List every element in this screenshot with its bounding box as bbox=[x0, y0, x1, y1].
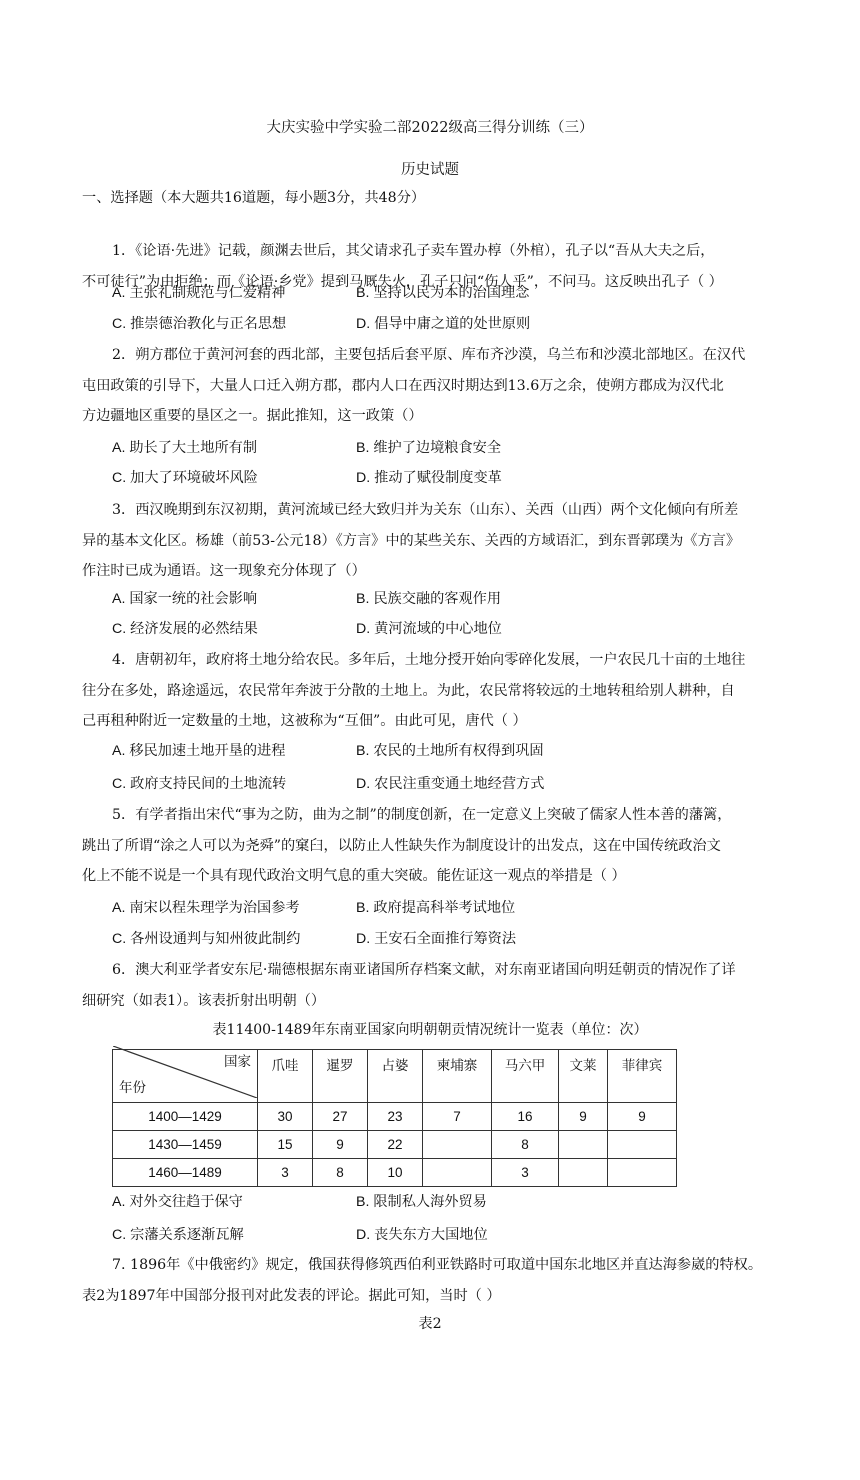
table-cell bbox=[423, 1131, 492, 1159]
q2-option-d[interactable]: D. 推动了赋役制度变革 bbox=[356, 470, 502, 486]
table-cell: 8 bbox=[313, 1159, 368, 1187]
q5-option-b[interactable]: B. 政府提高科举考试地位 bbox=[356, 900, 516, 916]
q3-option-b[interactable]: B. 民族交融的客观作用 bbox=[356, 591, 502, 607]
table-cell bbox=[608, 1159, 677, 1187]
corner-label-year: 年份 bbox=[119, 1080, 146, 1096]
question-line: 1．《论语·先进》记载，颜渊去世后，其父请求孔子卖车置办椁（外棺），孔子以“吾从大夫之后， bbox=[112, 243, 715, 259]
question-3-stem bbox=[82, 495, 782, 587]
question-line: 化上不能不说是一个具有现代政治文明气息的重大突破。能佐证这一观点的举措是（ ） bbox=[82, 868, 626, 884]
column-header: 菲律宾 bbox=[608, 1050, 677, 1103]
table-cell: 30 bbox=[258, 1103, 313, 1131]
q1-option-c[interactable]: C. 推崇德治教化与正名思想 bbox=[112, 316, 287, 332]
exam-title: 大庆实验中学实验二部2022级高三得分训练（三） bbox=[266, 120, 594, 136]
table-cell: 3 bbox=[258, 1159, 313, 1187]
table-cell: 16 bbox=[492, 1103, 559, 1131]
q1-option-d[interactable]: D. 倡导中庸之道的处世原则 bbox=[356, 316, 531, 332]
column-header: 马六甲 bbox=[492, 1050, 559, 1103]
q4-option-b[interactable]: B. 农民的土地所有权得到巩固 bbox=[356, 743, 544, 759]
question-6-stem bbox=[82, 955, 782, 1016]
table-cell: 3 bbox=[492, 1159, 559, 1187]
column-header: 爪哇 bbox=[258, 1050, 313, 1103]
question-2-stem bbox=[82, 340, 782, 432]
column-header: 文莱 bbox=[559, 1050, 608, 1103]
table-cell: 9 bbox=[313, 1131, 368, 1159]
question-line: 5．有学者指出宋代“事为之防，曲为之制”的制度创新，在一定意义上突破了儒家人性本善的藩篱， bbox=[112, 807, 732, 823]
q6-option-a[interactable]: A. 对外交往趋于保守 bbox=[112, 1194, 243, 1210]
q4-option-c[interactable]: C. 政府支持民间的土地流转 bbox=[112, 776, 287, 792]
q3-option-d[interactable]: D. 黄河流域的中心地位 bbox=[356, 621, 502, 637]
table-row bbox=[113, 1131, 677, 1159]
question-5-stem bbox=[82, 800, 782, 892]
table-cell: 22 bbox=[368, 1131, 423, 1159]
table-cell bbox=[559, 1131, 608, 1159]
q4-option-a[interactable]: A. 移民加速土地开垦的进程 bbox=[112, 743, 286, 759]
table-cell bbox=[559, 1159, 608, 1187]
table-row bbox=[113, 1159, 677, 1187]
table-corner-cell bbox=[113, 1050, 258, 1103]
question-line: 3．西汉晚期到东汉初期，黄河流域已经大致归并为关东（山东）、关西（山西）两个文化倾向有所差 bbox=[112, 502, 739, 518]
column-header: 柬埔寨 bbox=[423, 1050, 492, 1103]
table-cell: 23 bbox=[368, 1103, 423, 1131]
question-line: 4．唐朝初年，政府将土地分给农民。多年后，土地分授开始向零碎化发展，一户农民几十亩的土地往 bbox=[112, 652, 746, 668]
table-cell: 7 bbox=[423, 1103, 492, 1131]
question-line: 细研究（如表1）。该表折射出明朝（） bbox=[82, 992, 326, 1009]
table-cell: 10 bbox=[368, 1159, 423, 1187]
q6-option-b[interactable]: B. 限制私人海外贸易 bbox=[356, 1194, 487, 1210]
table-cell: 8 bbox=[492, 1131, 559, 1159]
question-line: 6．澳大利亚学者安东尼·瑞德根据东南亚诸国所存档案文献，对东南亚诸国向明廷朝贡的情况作了详 bbox=[112, 962, 736, 978]
question-7-stem bbox=[82, 1250, 782, 1311]
q5-option-a[interactable]: A. 南宋以程朱理学为治国参考 bbox=[112, 900, 300, 916]
period-cell: 1430—1459 bbox=[113, 1131, 258, 1159]
q1-option-a[interactable]: A. 主张礼制规范与仁爱精神 bbox=[112, 285, 286, 301]
q6-option-d[interactable]: D. 丧失东方大国地位 bbox=[356, 1227, 488, 1243]
period-cell: 1460—1489 bbox=[113, 1159, 258, 1187]
q2-option-b[interactable]: B. 维护了边境粮食安全 bbox=[356, 440, 502, 456]
tribute-table bbox=[112, 1049, 677, 1187]
question-line: 己再租种附近一定数量的土地，这被称为“互佃”。由此可见，唐代（ ） bbox=[82, 713, 527, 729]
question-line: 2．朔方郡位于黄河河套的西北部，主要包括后套平原、库布齐沙漠，乌兰布和沙漠北部地区。在汉代 bbox=[112, 347, 746, 363]
q2-option-c[interactable]: C. 加大了环境破坏风险 bbox=[112, 470, 258, 486]
question-line: 往分在多处，路途遥远，农民常年奔波于分散的土地上。为此，农民常将较远的土地转租给别人耕种，自 bbox=[82, 682, 735, 699]
question-line: 跳出了所谓“涂之人可以为尧舜”的窠臼，以防止人性缺失作为制度设计的出发点，这在中国传统政治文 bbox=[82, 837, 721, 854]
q4-option-d[interactable]: D. 农民注重变通土地经营方式 bbox=[356, 776, 545, 792]
table-1-caption: 表11400-1489年东南亚国家向明朝朝贡情况统计一览表（单位：次） bbox=[212, 1022, 648, 1038]
q3-option-a[interactable]: A. 国家一统的社会影响 bbox=[112, 591, 258, 607]
table-header-row bbox=[113, 1050, 677, 1103]
table-cell: 15 bbox=[258, 1131, 313, 1159]
table-cell: 9 bbox=[608, 1103, 677, 1131]
q1-option-b[interactable]: B. 坚持以民为本的治国理念 bbox=[356, 285, 530, 301]
question-line: 不可徒行”为由拒绝；而《论语·乡党》提到马厩失火，孔子只问“伤人乎”，不问马。这反映出孔子（ ） bbox=[82, 273, 723, 290]
exam-subtitle: 历史试题 bbox=[401, 162, 459, 178]
question-line: 异的基本文化区。杨雄（前53-公元18）《方言》中的某些关东、关西的方域语汇，到东晋郭璞为《方言》 bbox=[82, 532, 741, 549]
question-4-stem bbox=[82, 645, 782, 737]
section-heading: 一、选择题（本大题共16道题，每小题3分，共48分） bbox=[82, 190, 426, 206]
q5-option-c[interactable]: C. 各州设通判与知州彼此制约 bbox=[112, 931, 301, 947]
question-line: 表2为1897年中国部分报刊对此发表的评论。据此可知，当时（ ） bbox=[82, 1287, 501, 1304]
table-row bbox=[113, 1103, 677, 1131]
column-header: 暹罗 bbox=[313, 1050, 368, 1103]
q3-option-c[interactable]: C. 经济发展的必然结果 bbox=[112, 621, 258, 637]
column-header: 占婆 bbox=[368, 1050, 423, 1103]
question-line: 方边疆地区重要的垦区之一。据此推知，这一政策（） bbox=[82, 408, 423, 424]
period-cell: 1400—1429 bbox=[113, 1103, 258, 1131]
table-cell bbox=[608, 1131, 677, 1159]
table-cell: 9 bbox=[559, 1103, 608, 1131]
table-2-label: 表2 bbox=[418, 1316, 442, 1332]
table-cell bbox=[423, 1159, 492, 1187]
question-line: 7. 1896年《中俄密约》规定，俄国获得修筑西伯利亚铁路时可取道中国东北地区并直达海参崴的特权。 bbox=[112, 1257, 763, 1273]
table-cell: 27 bbox=[313, 1103, 368, 1131]
q2-option-a[interactable]: A. 助长了大土地所有制 bbox=[112, 440, 258, 456]
q6-option-c[interactable]: C. 宗藩关系逐渐瓦解 bbox=[112, 1227, 244, 1243]
corner-label-country: 国家 bbox=[224, 1054, 251, 1070]
q5-option-d[interactable]: D. 王安石全面推行筹资法 bbox=[356, 931, 517, 947]
question-line: 作注时已成为通语。这一现象充分体现了（） bbox=[82, 563, 366, 579]
question-line: 屯田政策的引导下，大量人口迁入朔方郡，郡内人口在西汉时期达到13.6万之余，使朔方郡成为汉代北 bbox=[82, 377, 724, 394]
